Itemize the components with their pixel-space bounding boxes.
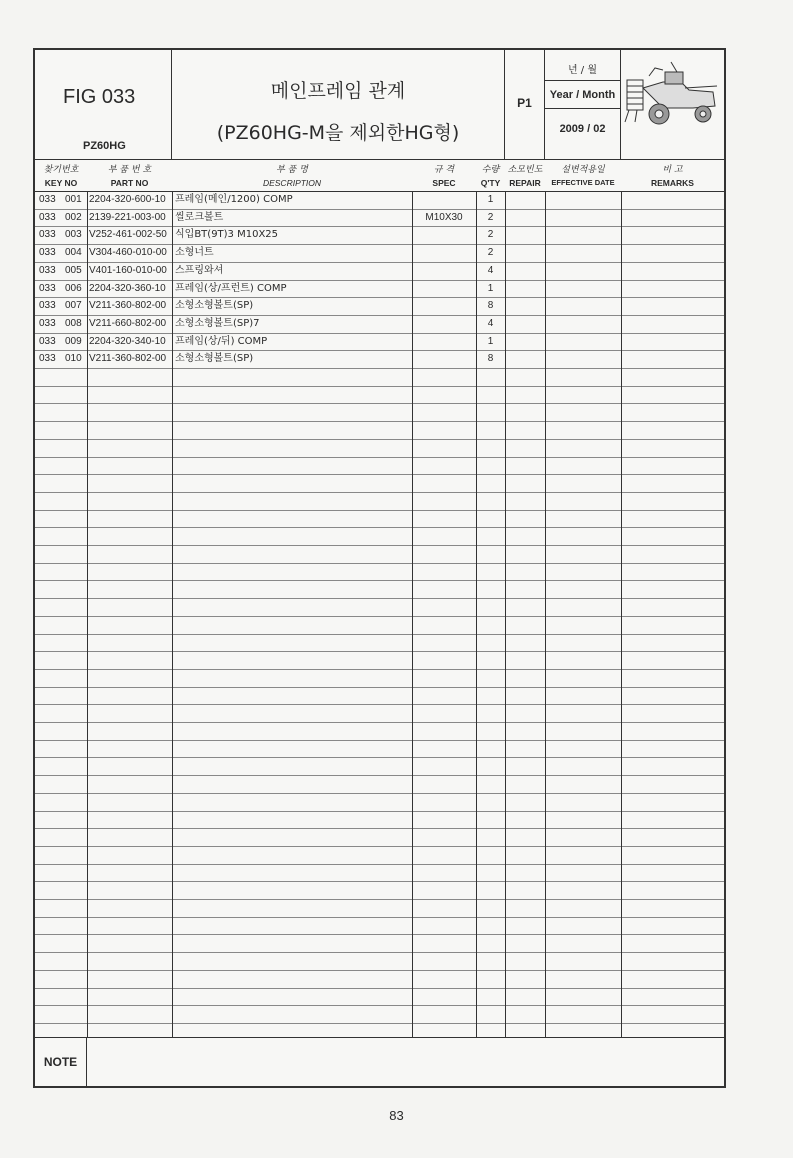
- cell-fig: 033: [39, 229, 56, 241]
- cell-description: 소형소형볼트(SP): [175, 300, 254, 312]
- cell-fig: 033: [39, 211, 56, 223]
- table-row: [35, 262, 724, 280]
- cell-spec: [412, 226, 476, 244]
- cell-description: 소형소형볼트(SP): [175, 353, 254, 365]
- cell-qty: 8: [487, 353, 494, 365]
- table-row: [35, 209, 724, 227]
- cell-spec: [412, 333, 476, 351]
- cell-fig: 033: [39, 264, 56, 276]
- cell-key-no: 008: [65, 317, 82, 329]
- parts-list-sheet: [33, 48, 726, 1088]
- cell-qty: 1: [487, 194, 494, 205]
- fig-cell: [35, 50, 172, 159]
- parts-table: [35, 191, 724, 1037]
- cell-part-no: V252-461-002-50: [89, 229, 167, 241]
- illustration-cell: [621, 50, 724, 159]
- cell-fig: 033: [39, 317, 56, 329]
- table-row: [35, 191, 724, 209]
- table-row: [35, 350, 724, 368]
- cell-description: 씰로크볼트: [175, 211, 224, 223]
- cell-part-no: 2139-221-003-00: [89, 211, 166, 223]
- cell-spec: [412, 191, 476, 209]
- table-row: [35, 315, 724, 333]
- table-row: [35, 297, 724, 315]
- cell-key-no: 004: [65, 247, 82, 259]
- page-cell: [505, 50, 545, 159]
- cell-description: 소형너트: [175, 247, 214, 259]
- cell-qty: 1: [487, 335, 494, 347]
- cell-qty: 2: [487, 247, 494, 259]
- cell-key-no: 006: [65, 282, 82, 294]
- tractor-icon: [623, 58, 721, 136]
- cell-spec: M10X30: [425, 211, 463, 223]
- cell-spec: [412, 262, 476, 280]
- col-effective-date: 설변적용일 EFFECTIVE DATE: [551, 165, 615, 187]
- cell-qty: 8: [487, 300, 494, 312]
- cell-description: 식입BT(9T)3 M10X25: [175, 229, 279, 241]
- cell-key-no: 007: [65, 300, 82, 312]
- cell-qty: 4: [487, 317, 494, 329]
- page-number: 83: [389, 1108, 404, 1123]
- cell-part-no: 2204-320-340-10: [89, 335, 166, 347]
- year-month-label-ko: 년 / 월: [567, 65, 598, 76]
- cell-key-no: 009: [65, 335, 82, 347]
- cell-qty: 1: [487, 282, 494, 294]
- cell-key-no: 001: [65, 194, 82, 205]
- cell-fig: 033: [39, 194, 56, 205]
- cell-fig: 033: [39, 335, 56, 347]
- col-remarks: 비 고 REMARKS: [651, 165, 694, 188]
- col-part-no: 부 품 번 호 PART NO: [107, 165, 152, 188]
- cell-part-no: 2204-320-600-10: [89, 194, 166, 205]
- cell-part-no: V211-360-802-00: [89, 353, 167, 365]
- cell-part-no: V401-160-010-00: [89, 264, 167, 276]
- model-name: PZ60HG: [83, 140, 126, 152]
- cell-part-no: V304-460-010-00: [89, 247, 167, 259]
- year-month-label-en: Year / Month: [549, 89, 616, 101]
- cell-description: 프레임(메인/1200) COMP: [175, 194, 293, 205]
- cell-spec: [412, 297, 476, 315]
- sheet-header: [35, 50, 724, 160]
- cell-fig: 033: [39, 282, 56, 294]
- cell-key-no: 002: [65, 211, 82, 223]
- cell-key-no: 003: [65, 229, 82, 241]
- cell-description: 스프링와셔: [175, 264, 224, 276]
- cell-spec: [412, 350, 476, 368]
- cell-fig: 033: [39, 353, 56, 365]
- cell-qty: 2: [487, 211, 494, 223]
- cell-fig: 033: [39, 247, 56, 259]
- cell-spec: [412, 315, 476, 333]
- cell-part-no: V211-660-802-00: [89, 317, 167, 329]
- col-key-no: 찾기번호 KEY NO: [43, 165, 79, 188]
- title-subtitle: (PZ60HG-M을 제외한HG형): [216, 122, 460, 144]
- table-row: [35, 244, 724, 262]
- cell-part-no: V211-360-802-00: [89, 300, 167, 312]
- cell-spec: [412, 280, 476, 298]
- year-month-value: 2009 / 02: [559, 123, 606, 135]
- column-headers: [35, 159, 724, 192]
- cell-description: 소형소형볼트(SP)7: [175, 317, 260, 329]
- table-row: [35, 333, 724, 351]
- fig-number: FIG 033: [63, 86, 136, 108]
- table-row: [35, 280, 724, 298]
- cell-spec: [412, 244, 476, 262]
- page-code: P1: [517, 96, 532, 110]
- cell-key-no: 010: [65, 353, 82, 365]
- cell-qty: 2: [487, 229, 494, 241]
- title-cell: [172, 50, 505, 159]
- cell-description: 프레임(상/프런트) COMP: [175, 282, 287, 294]
- cell-qty: 4: [487, 264, 494, 276]
- title-korean: 메인프레임 관계: [270, 80, 406, 102]
- note-section: [35, 1037, 724, 1087]
- year-month-cell: [545, 50, 621, 159]
- cell-fig: 033: [39, 300, 56, 312]
- cell-part-no: 2204-320-360-10: [89, 282, 166, 294]
- cell-description: 프레임(상/뒤) COMP: [175, 335, 268, 347]
- col-description: 부 품 명 DESCRIPTION: [262, 165, 322, 188]
- note-label: NOTE: [35, 1038, 87, 1087]
- table-row: [35, 226, 724, 244]
- col-qty: 수량 Q'TY: [480, 165, 501, 188]
- col-repair: 소모빈도 REPAIR: [507, 165, 543, 188]
- cell-key-no: 005: [65, 264, 82, 276]
- col-spec: 규 격 SPEC: [432, 165, 456, 188]
